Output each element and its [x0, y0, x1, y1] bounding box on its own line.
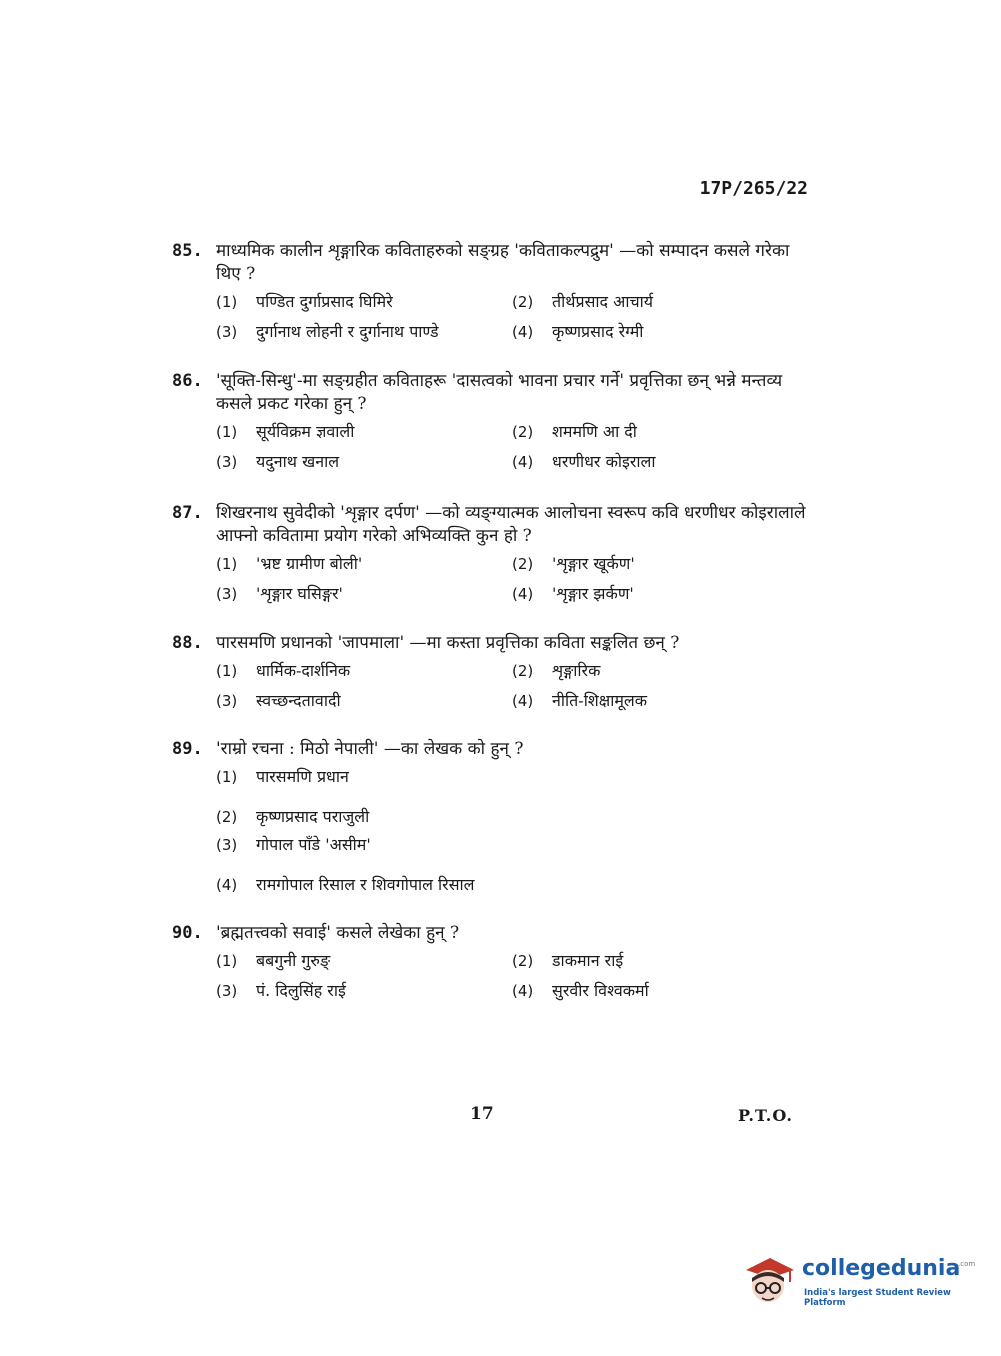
option-1: (1) सूर्यविक्रम ज्ञवाली: [216, 422, 355, 441]
option-4: (4) धरणीधर कोइराला: [512, 452, 656, 471]
option-2: (2) कृष्णप्रसाद पराजुली: [216, 807, 370, 826]
options: [216, 552, 812, 606]
page-number: 17: [470, 1104, 494, 1124]
question-number: 88.: [172, 633, 203, 653]
collegedunia-com: .com: [958, 1260, 976, 1268]
question-number: 85.: [172, 241, 203, 261]
collegedunia-wordmark: collegedunia: [802, 1256, 961, 1281]
option-4: (4) सुरवीर विश्वकर्मा: [512, 981, 649, 1000]
question-number: 89.: [172, 739, 203, 759]
question-90: [172, 922, 812, 1003]
paper-code: 17P/265/22: [699, 178, 808, 199]
question-number: 90.: [172, 923, 203, 943]
question-text: 'ब्रह्मतत्त्वको सवाई' कसले लेखेका हुन् ?: [216, 923, 460, 943]
option-4: (4) रामगोपाल रिसाल र शिवगोपाल रिसाल: [216, 875, 475, 894]
option-3: (3) स्वच्छन्दतावादी: [216, 691, 341, 710]
question-88: [172, 632, 812, 713]
option-2: (2) शृङ्गारिक: [512, 661, 601, 680]
options: [216, 290, 812, 344]
collegedunia-watermark: [738, 1248, 976, 1318]
question-text: शिखरनाथ सुवेदीको 'शृङ्गार दर्पण' —को व्यङ्ग्यात्मक आलोचना स्वरूप कवि धरणीधर कोइरालाले आफ्नो कवितामा प्रयोग गरेको अभिव्यक्ति कुन हो ?: [216, 503, 806, 546]
options: [216, 659, 812, 713]
option-4: (4) 'शृङ्गार झर्कण': [512, 584, 634, 603]
option-1: (1) पण्डित दुर्गाप्रसाद घिमिरे: [216, 292, 393, 311]
option-3: (3) पं. दिलुसिंह राई: [216, 981, 346, 1000]
options: [216, 949, 812, 1003]
option-2: (2) तीर्थप्रसाद आचार्य: [512, 292, 654, 311]
option-1: (1) बबगुनी गुरुङ्: [216, 951, 331, 970]
question-86: [172, 370, 812, 474]
question-text: 'राम्रो रचना : मिठो नेपाली' —का लेखक को हुन् ?: [216, 739, 524, 759]
question-number: 86.: [172, 371, 203, 391]
option-3: (3) गोपाल पाँडे 'असीम': [216, 835, 371, 854]
option-1: (1) पारसमणि प्रधान: [216, 767, 349, 786]
options: [216, 765, 812, 897]
option-1: (1) धार्मिक-दार्शनिक: [216, 661, 351, 680]
collegedunia-logo-icon: [738, 1248, 798, 1314]
question-text: पारसमणि प्रधानको 'जापमाला' —मा कस्ता प्रवृत्तिका कविता सङ्कलित छन् ?: [216, 633, 680, 653]
collegedunia-tagline: India's largest Student Review Platform: [804, 1288, 951, 1308]
option-3: (3) यदुनाथ खनाल: [216, 452, 340, 471]
option-2: (2) शममणि आ दी: [512, 422, 637, 441]
question-89: [172, 738, 812, 897]
option-4: (4) कृष्णप्रसाद रेग्मी: [512, 322, 644, 341]
option-3: (3) दुर्गानाथ लोहनी र दुर्गानाथ पाण्डे: [216, 322, 439, 341]
option-4: (4) नीति-शिक्षामूलक: [512, 691, 648, 710]
option-2: (2) डाकमान राई: [512, 951, 624, 970]
option-2: (2) 'शृङ्गार खूर्कण': [512, 554, 635, 573]
question-85: [172, 240, 812, 344]
option-1: (1) 'भ्रष्ट ग्रामीण बोली': [216, 554, 363, 573]
question-text: माध्यमिक कालीन शृङ्गारिक कविताहरुको सङ्ग्रह 'कविताकल्पद्रुम' —को सम्पादन कसले गरेका थिए ?: [216, 241, 790, 284]
options: [216, 420, 812, 474]
pto-label: P.T.O.: [738, 1106, 793, 1125]
option-3: (3) 'शृङ्गार घसिङ्गर': [216, 584, 343, 603]
question-87: [172, 502, 812, 606]
question-text: 'सूक्ति-सिन्धु'-मा सङ्ग्रहीत कविताहरू 'दासत्वको भावना प्रचार गर्ने' प्रवृत्तिका छन् भन्ने मन्तव्य कसले प्रकट गरेका हुन् ?: [216, 371, 783, 414]
question-number: 87.: [172, 503, 203, 523]
